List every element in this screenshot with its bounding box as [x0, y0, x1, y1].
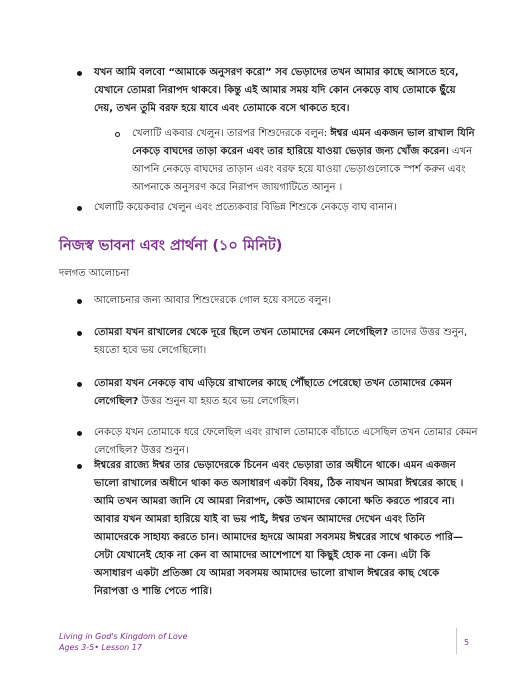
page-number: 5 — [464, 638, 470, 647]
text-line — [94, 82, 459, 100]
text-line — [132, 125, 475, 143]
text-run: হয়তো হবে ভয় লেগেছিলো। — [94, 345, 207, 356]
section-subheading: দলগত আলোচনা — [59, 268, 130, 279]
bold-text-run: আমাদেরকে সাহায্য করতে চান। আমাদের হৃদয়ে আমরা সবসময় ঈশ্বরের সাথে থাকতে পারি— — [94, 532, 463, 543]
text-run: উত্তর শুনুন যা হয়ত হবে ভয় লেগেছিল। — [138, 396, 300, 407]
bold-text-run: যেখানে তোমরা নিরাপদ থাকবে। কিন্তু এই আমার সময় যদি কোন নেকড়ে বাঘ তোমাকে ছুঁয়ে — [94, 85, 456, 96]
text-run: এখন — [448, 146, 473, 157]
bold-text-run: সেটা যেখানেই হোক না কেন বা আমাদের আশেপাশে যা কিছুই হোক না কেন। এটা কি — [94, 550, 431, 561]
text-run: নেকড়ে যখন তোমাকে ধরে ফেলেছিল এবং রাখাল তোমাকে বাঁচাতে এসেছিল তখন তোমার কেমন — [94, 427, 478, 438]
bullet-text — [94, 324, 467, 360]
bullet-marker — [77, 382, 82, 387]
bullet-marker — [77, 71, 82, 76]
text-line — [94, 511, 463, 529]
bold-text-run: তোমরা যখন রাখালের থেকে দূরে ছিলে তখন তোমাদের কেমন লেগেছিল? — [94, 327, 389, 338]
bullet-text — [94, 199, 397, 217]
bold-text-run: তোমরা যখন নেকড়ে বাঘ এড়িয়ে রাখালের কাছে পৌঁছাতে পেরেছো তখন তোমাদের কেমন — [94, 378, 452, 389]
text-line — [94, 424, 478, 442]
bold-text-run: লেগেছিল? — [94, 396, 139, 407]
text-line — [132, 161, 475, 179]
bullet-marker — [77, 331, 82, 336]
bullet-marker — [77, 464, 82, 469]
text-line — [94, 583, 463, 601]
bullet-marker — [77, 431, 82, 436]
bold-text-run: দেয়, তখন তুমি বরফ হয়ে যাবে এবং তোমাকে বসে থাকতে হবে। — [94, 103, 350, 114]
section-heading: নিজস্ব ভাবনা এবং প্রার্থনা (১০ মিনিট) — [59, 238, 283, 254]
text-run: আপনাকে অনুসরণ করে নিরাপদ জায়গাটিতে আনুন । — [132, 182, 343, 193]
bullet-text — [94, 375, 452, 411]
bold-text-run: নিরাপত্তা ও শান্তি পেতে পারি। — [94, 586, 212, 597]
bold-text-run: ঈশ্বর এমন একজন ভাল রাখাল যিনি — [330, 128, 475, 139]
text-line — [94, 375, 452, 393]
text-line — [94, 457, 463, 475]
text-line — [94, 292, 331, 310]
sub-bullet-text — [132, 125, 475, 197]
text-line — [94, 393, 452, 411]
text-run: আপনি নেকড়ে বাঘদের তাড়ান এবং বরফ হয়ে যাওয়া ভেড়াগুলোকে স্পর্শ করুন এবং — [132, 164, 466, 175]
bold-text-run: ঈশ্বরের রাজ্যে ঈশ্বর তার ভেড়াদেরকে চিনেন এবং ভেড়ারা তার অধীনে থাকে। এমন একজন — [94, 460, 456, 471]
bullet-text — [94, 292, 331, 310]
sub-bullet-marker — [115, 132, 120, 137]
text-line — [132, 179, 475, 197]
bold-text-run: নেকড়ে বাঘদের তাড়া করেন এবং তার হারিয়ে যাওয়া ভেড়ার জন্য খোঁজ করেন। — [132, 146, 449, 157]
text-run: লেগেছিল? উত্তর শুনুন। — [94, 445, 189, 456]
text-run: তাদের উত্তর শুনুন, — [388, 327, 468, 338]
footer-title: Living in God's Kingdom of Love — [59, 632, 188, 641]
bold-text-run: ভালো রাখালের অধীনে থাকা কত অসাধারণ একটা বিষয়, ঠিক নাযখন আমরা ঈশ্বরের কাছে । — [94, 478, 464, 489]
text-line — [94, 64, 459, 82]
bold-text-run: যখন আমি বলবো “আমাকে অনুসরণ করো” সব ভেড়াদের তখন আমার কাছে আসতে হবে, — [94, 67, 459, 78]
bold-text-run: আবার যখন আমরা হারিয়ে যাই বা ভয় পাই, ঈশ্বর তখন আমাদের দেখেন এবং তিনি — [94, 514, 425, 525]
text-line — [94, 100, 459, 118]
bullet-text — [94, 457, 463, 601]
bullet-text — [94, 64, 459, 118]
text-line — [132, 143, 475, 161]
text-line — [94, 547, 463, 565]
text-line — [94, 493, 463, 511]
text-line — [94, 475, 463, 493]
bold-text-run: আমি তখন আমরা জানি যে আমরা নিরাপদ, কেউ আমাদের কোনো ক্ষতি করতে পারবে না। — [94, 496, 455, 507]
text-line — [94, 529, 463, 547]
bullet-marker — [77, 299, 82, 304]
text-line — [94, 324, 467, 342]
text-line — [94, 565, 463, 583]
text-line — [94, 342, 467, 360]
text-line — [94, 199, 397, 217]
bold-text-run: অসাধারণ একটা প্রতিজ্ঞা যে আমরা সবসময় আমাদের ভালো রাখাল ঈশ্বরের কাছ থেকে — [94, 568, 440, 579]
text-run: আলোচনার জন্য আবার শিশুদেরকে গোল হয়ে বসতে বলুন। — [94, 295, 332, 306]
footer-lesson: Ages 3-5• Lesson 17 — [59, 643, 142, 652]
text-run: খেলাটি একবার খেলুন। তারপর শিশুদেরকে বলুন: — [132, 128, 331, 139]
bullet-marker — [77, 206, 82, 211]
footer-divider — [456, 628, 457, 654]
bullet-text — [94, 424, 478, 460]
text-run: খেলাটি কয়েকবার খেলুন এবং প্রত্যেকবার বিভিন্ন শিশুকে নেকড়ে বাঘ বানান। — [94, 202, 397, 213]
